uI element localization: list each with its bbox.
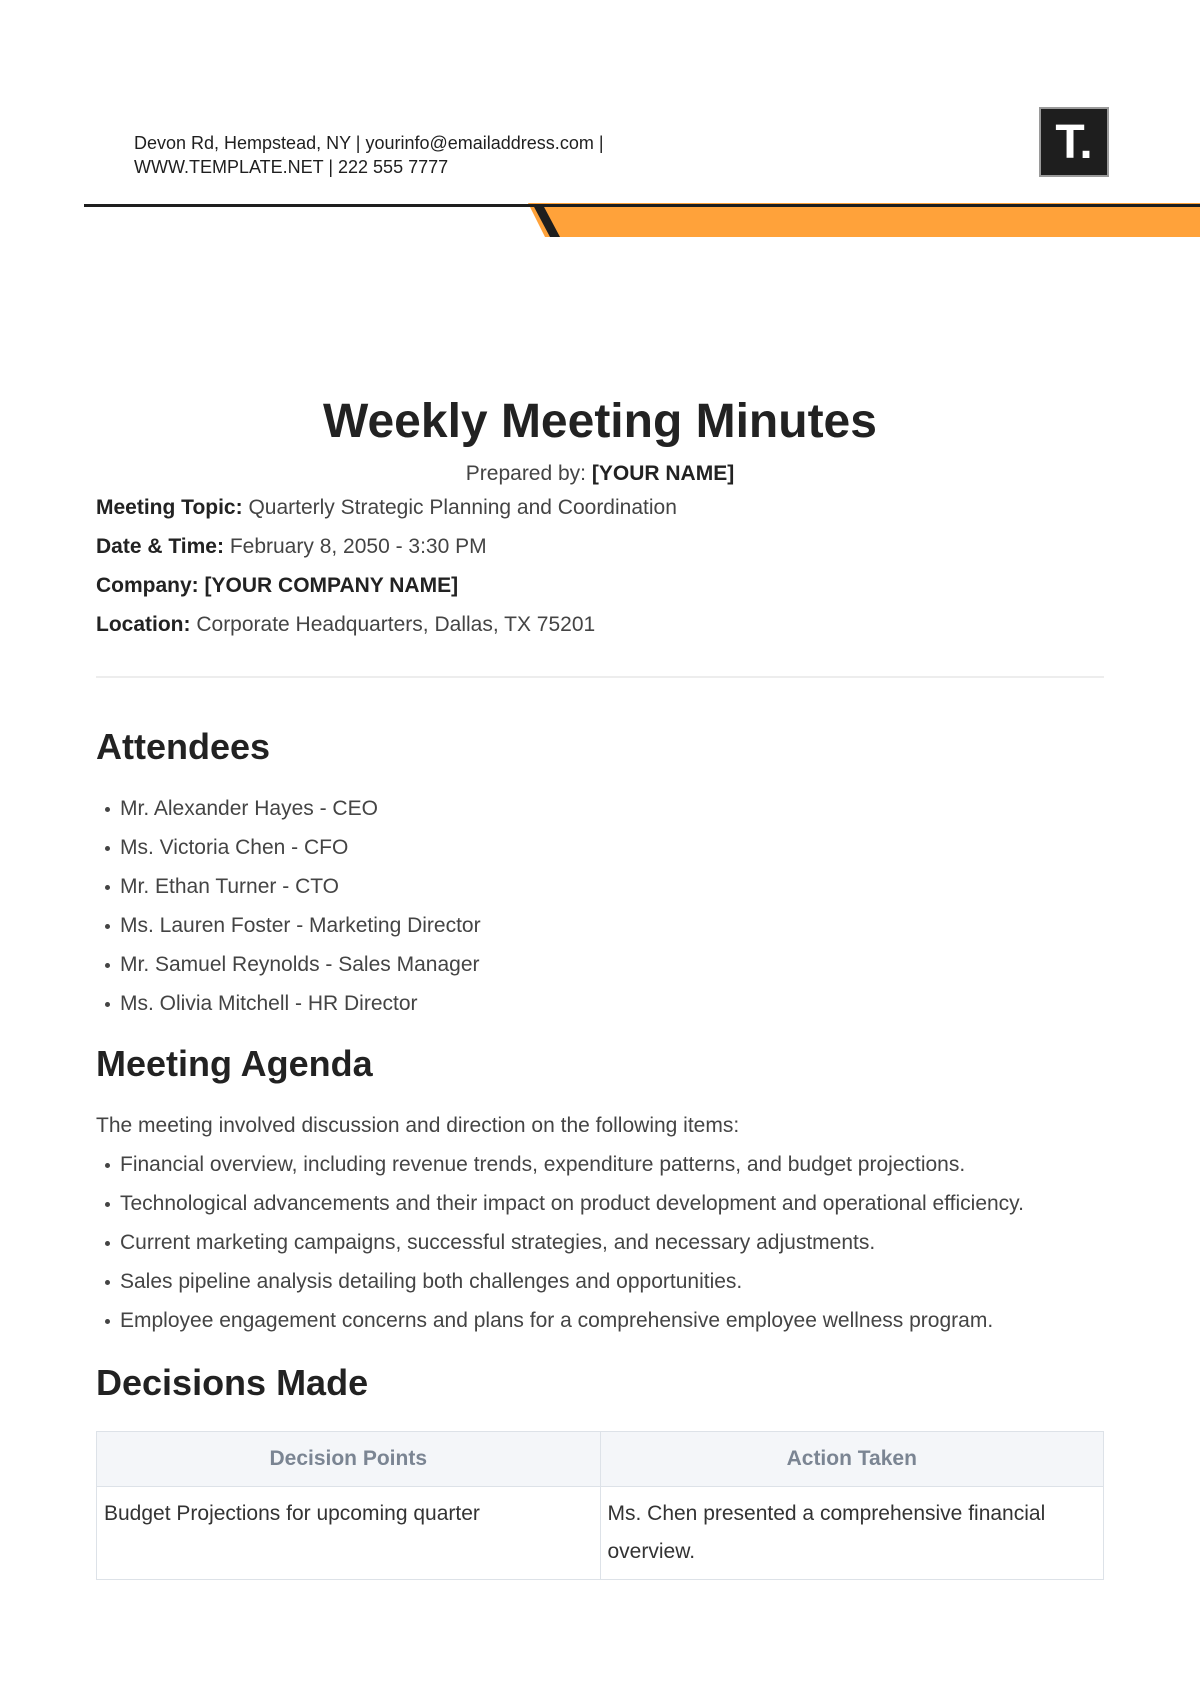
contact-line-1: Devon Rd, Hempstead, NY | yourinfo@emailaddress.com | <box>134 133 604 153</box>
meta-location <box>96 605 1104 644</box>
datetime-label: Date & Time: <box>96 535 224 558</box>
header-accent-band <box>528 203 1200 237</box>
company-logo <box>1039 107 1109 177</box>
column-header-action-taken: Action Taken <box>600 1432 1104 1487</box>
agenda-item: Financial overview, including revenue trends, expenditure patterns, and budget projections. <box>96 1145 1076 1184</box>
column-header-decision-points: Decision Points <box>97 1432 601 1487</box>
meta-datetime <box>96 527 1104 566</box>
meeting-meta <box>96 488 1104 644</box>
location-label: Location: <box>96 613 191 636</box>
prepared-by <box>96 460 1104 488</box>
header-rule <box>84 204 1200 207</box>
decisions-table <box>96 1431 1104 1580</box>
table-cell: Ms. Chen presented a comprehensive financial overview. <box>600 1487 1104 1580</box>
header-divider <box>0 200 1200 240</box>
attendee-item: Mr. Ethan Turner - CTO <box>96 867 1104 906</box>
company-label: Company: <box>96 574 199 597</box>
agenda-item: Sales pipeline analysis detailing both challenges and opportunities. <box>96 1262 1076 1301</box>
prepared-value: [YOUR NAME] <box>591 462 735 485</box>
datetime-value: February 8, 2050 - 3:30 PM <box>229 535 487 558</box>
agenda-item: Technological advancements and their impact on product development and operational efficiency. <box>96 1184 1076 1223</box>
agenda-item: Employee engagement concerns and plans for a comprehensive employee wellness program. <box>96 1301 1076 1340</box>
meta-topic <box>96 488 1104 527</box>
attendee-item: Mr. Samuel Reynolds - Sales Manager <box>96 945 1104 984</box>
decisions-heading: Decisions Made <box>96 1362 369 1403</box>
agenda-item: Current marketing campaigns, successful strategies, and necessary adjustments. <box>96 1223 1076 1262</box>
attendee-item: Ms. Olivia Mitchell - HR Director <box>96 984 1104 1023</box>
topic-value: Quarterly Strategic Planning and Coordination <box>248 496 677 519</box>
agenda-intro: The meeting involved discussion and direction on the following items: <box>96 1114 740 1137</box>
logo-mark-icon <box>1049 119 1099 165</box>
attendees-heading: Attendees <box>96 726 271 767</box>
svg-text:T.: T. <box>1055 119 1093 165</box>
topic-label: Meeting Topic: <box>96 496 243 519</box>
meta-company <box>96 566 1104 605</box>
document-body <box>96 380 1104 1580</box>
prepared-label: Prepared by: <box>465 462 587 485</box>
table-cell: Budget Projections for upcoming quarter <box>97 1487 601 1580</box>
company-value: [YOUR COMPANY NAME] <box>204 574 459 597</box>
agenda-list <box>96 1145 1076 1340</box>
table-row <box>97 1487 1104 1580</box>
contact-line-2: WWW.TEMPLATE.NET | 222 555 7777 <box>134 157 449 177</box>
location-value: Corporate Headquarters, Dallas, TX 75201 <box>196 613 596 636</box>
attendee-item: Ms. Victoria Chen - CFO <box>96 828 1104 867</box>
agenda-heading: Meeting Agenda <box>96 1043 373 1084</box>
section-divider <box>96 676 1104 678</box>
header-contact <box>134 131 604 179</box>
table-header-row <box>97 1432 1104 1487</box>
document-title: Weekly Meeting Minutes <box>323 395 877 448</box>
attendee-list <box>96 789 1104 1023</box>
attendee-item: Ms. Lauren Foster - Marketing Director <box>96 906 1104 945</box>
attendee-item: Mr. Alexander Hayes - CEO <box>96 789 1104 828</box>
